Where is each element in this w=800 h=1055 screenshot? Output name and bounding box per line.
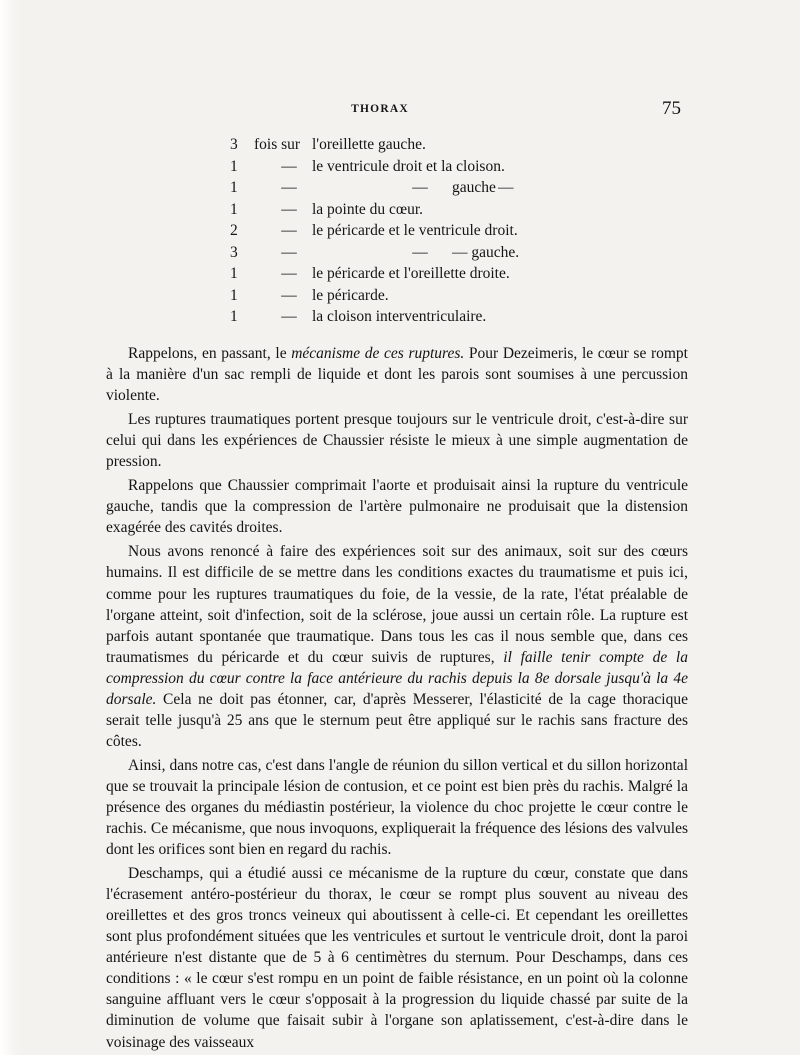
list-item-text: — gauche. xyxy=(452,243,520,261)
list-item-text: le ventricule droit et la cloison. xyxy=(312,157,505,175)
paragraph: Ainsi, dans notre cas, c'est dans l'angle de réunion du sillon vertical et du sillon horizontal que se trouvait la principale lésion de contusion, et ce point est bien près du rachis. Malgré la présence des organes du médiastin postérieur, la violence du choc projette le cœur contre le rachis. Ce mécanisme, que nous invoquons, expliquerait la fréquence des lésions des valvules dont les orifices sont bien en regard du rachis. xyxy=(106,756,688,859)
paragraph: Deschamps, qui a étudié aussi ce mécanisme de la rupture du cœur, constate que dans l'écrasement antéro-postérieur du thorax, le cœur se rompt plus souvent au niveau des oreillettes et des gros troncs veineux qui aboutissent à celle-ci. Et cependant les oreillettes sont plus profondément situées que les ventricules et surtout le ventricule droit, dont la paroi antérieure n'est distante que de 5 à 6 centimètres du sternum. Pour Deschamps, dans ces conditions : « le cœur s'est rompu en un point de faible résistance, en un point où la colonne sanguine affluant vers le cœur s'opposait à la progression du liquide chassé par suite de la diminution de volume que faisait subir à l'organe son aplatissement, c'est-à-dire dans le voisinage des vaisseaux xyxy=(106,865,688,1051)
body-text xyxy=(106,343,688,1053)
list-item xyxy=(230,134,630,156)
list-item-dash: — xyxy=(412,243,428,261)
list-item xyxy=(230,285,630,307)
list-item-text: le péricarde et le ventricule droit. xyxy=(312,222,518,239)
list-item-text: gauche xyxy=(452,179,496,196)
list-item-dash: — xyxy=(281,308,297,325)
list-item-text: la pointe du cœur. xyxy=(312,200,424,218)
list-item-text: l'oreillette gauche. xyxy=(312,136,426,153)
italic-run: il faille tenir compte de la compression du cœur contre la face antérieure du rachis depuis la 8e dorsale jusqu'à la 4e dorsale. xyxy=(106,648,688,708)
list-item xyxy=(230,177,630,199)
list-item-count: 2 xyxy=(230,222,238,239)
list-item-dash: — xyxy=(281,243,297,261)
list-item-count: 1 xyxy=(230,200,238,218)
list-item-dash: — xyxy=(498,179,514,196)
list-item-text: le péricarde. xyxy=(312,286,389,304)
list-item-dash: — xyxy=(281,286,297,304)
text-run: Nous avons renoncé à faire des expériences soit sur des animaux, soit sur des cœurs humains. Il est difficile de se mettre dans les conditions exactes du traumatisme et puis ici, comme pour les ruptures traumatiques du foie, de la vessie, de la rate, l'état préalable de l'organe atteint, soit d'infection, soit de la sclérose, joue aussi un certain rôle. La rupture est parfois autant spontanée que traumatique. Dans tous les cas il nous semble que, dans ces traumatismes du péricarde et du cœur suivis de ruptures, xyxy=(106,543,688,666)
list-item-count: 3 xyxy=(230,136,238,153)
page-number: 75 xyxy=(662,98,681,119)
text-run: Pour Dezeimeris, le cœur se rompt à la manière d'un sac rempli de liquide et dont les parois sont soumises à une percussion violente. xyxy=(106,345,688,405)
page-edge xyxy=(0,0,22,1055)
list-item-count: 1 xyxy=(230,286,238,304)
list-item-dash: — xyxy=(281,179,297,196)
list-item xyxy=(230,306,630,328)
list-item-text: le péricarde et l'oreillette droite. xyxy=(312,265,510,282)
paragraph: Rappelons que Chaussier comprimait l'aorte et produisait ainsi la rupture du ventricule gauche, tandis que la compression de l'artère pulmonaire ne produisait que la distension exagérée des cavités droites. xyxy=(106,477,688,537)
text-run: Rappelons, en passant, le xyxy=(128,345,292,362)
list-item-count: 1 xyxy=(230,179,238,196)
list-item-dash: — xyxy=(281,200,297,218)
list-item-dash: — xyxy=(412,179,428,196)
paragraph xyxy=(106,541,688,751)
list-item-word: fois sur xyxy=(254,136,301,153)
paragraph xyxy=(106,343,688,406)
list-item-dash: — xyxy=(281,157,297,175)
list-item xyxy=(230,199,630,221)
list-item-text: la cloison interventriculaire. xyxy=(312,308,487,325)
list-item-count: 1 xyxy=(230,157,238,175)
list-item-count: 3 xyxy=(230,243,238,261)
text-run: Cela ne doit pas étonner, car, d'après Messerer, l'élasticité de la cage thoracique serait telle jusqu'à 25 ans que le sternum peut être appliqué sur le rachis sans fracture des côtes. xyxy=(106,690,688,750)
paragraph: Les ruptures traumatiques portent presque toujours sur le ventricule droit, c'est-à-dire sur celui qui dans les expériences de Chaussier résiste le mieux à une simple augmentation de pression. xyxy=(106,411,688,471)
running-title: THORAX xyxy=(351,103,409,115)
list-item-count: 1 xyxy=(230,308,238,325)
list-item xyxy=(230,263,630,285)
list-item xyxy=(230,156,630,178)
italic-run: mécanisme de ces ruptures. xyxy=(291,345,465,362)
list-item-count: 1 xyxy=(230,265,238,282)
rupture-list xyxy=(230,134,630,328)
list-item xyxy=(230,242,630,264)
list-item-dash: — xyxy=(281,265,297,282)
list-item-dash: — xyxy=(281,222,297,239)
list-item xyxy=(230,220,630,242)
